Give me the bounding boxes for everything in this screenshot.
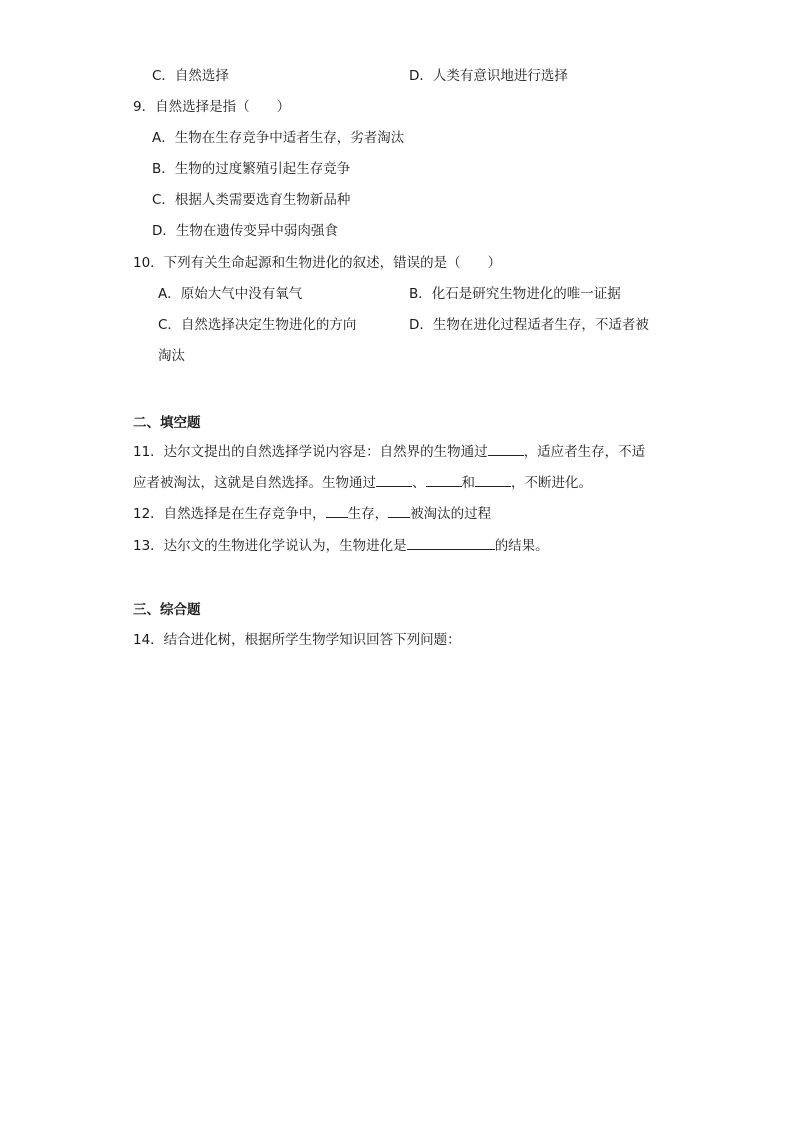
q11-blank-4 <box>475 472 511 487</box>
q14-stem: 14．结合进化树，根据所学生物学知识回答下列问题： <box>133 632 461 648</box>
q10-option-a: A．原始大气中没有氧气 <box>158 286 303 302</box>
q12-text-1: 12．自然选择是在生存竞争中， <box>133 506 326 522</box>
q12-line <box>133 503 491 524</box>
q11-line-2 <box>133 472 592 493</box>
q11-text-2: ，适应者生存，不适 <box>523 444 646 460</box>
q12-text-3: 被淘汰的过程 <box>410 506 492 522</box>
q10-option-d-continued: 淘汰 <box>158 348 185 364</box>
q11-text-6: ，不断进化。 <box>511 475 592 491</box>
q11-blank-1 <box>488 441 524 456</box>
q10-option-c: C．自然选择决定生物进化的方向 <box>158 317 357 333</box>
q12-blank-1 <box>326 503 348 518</box>
q10-option-b: B．化石是研究生物进化的唯一证据 <box>409 286 621 302</box>
q11-text-5: 和 <box>461 475 475 491</box>
q13-text-1: 13．达尔文的生物进化学说认为，生物进化是 <box>133 538 407 554</box>
q10-option-d: D．生物在进化过程适者生存，不适者被 <box>409 317 649 333</box>
q11-line-1 <box>133 441 645 462</box>
q9-option-d: D．生物在遗传变异中弱肉强食 <box>152 223 338 239</box>
q11-text-3: 应者被淘汰，这就是自然选择。生物通过 <box>133 475 376 491</box>
q8-option-c: C．自然选择 <box>152 68 229 84</box>
q9-stem: 9．自然选择是指（ ） <box>133 99 291 115</box>
section-comprehensive-title: 三、综合题 <box>133 602 201 618</box>
q13-line <box>133 535 549 556</box>
q11-blank-3 <box>426 472 462 487</box>
q11-text-1: 11．达尔文提出的自然选择学说内容是：自然界的生物通过 <box>133 444 488 460</box>
q13-blank-1 <box>407 535 495 550</box>
section-fill-in-title: 二、填空题 <box>133 415 201 431</box>
q11-blank-2 <box>376 472 412 487</box>
q13-text-2: 的结果。 <box>494 538 549 554</box>
q9-option-b: B．生物的过度繁殖引起生存竞争 <box>152 161 351 177</box>
q11-text-4: 、 <box>412 475 426 491</box>
q9-option-c: C．根据人类需要选育生物新品种 <box>152 192 351 208</box>
q12-blank-2 <box>388 503 410 518</box>
q10-stem: 10．下列有关生命起源和生物进化的叙述，错误的是（ ） <box>133 255 502 271</box>
q8-option-d: D．人类有意识地进行选择 <box>409 68 568 84</box>
q12-text-2: 生存， <box>347 506 389 522</box>
q9-option-a: A．生物在生存竞争中适者生存，劣者淘汰 <box>152 130 405 146</box>
